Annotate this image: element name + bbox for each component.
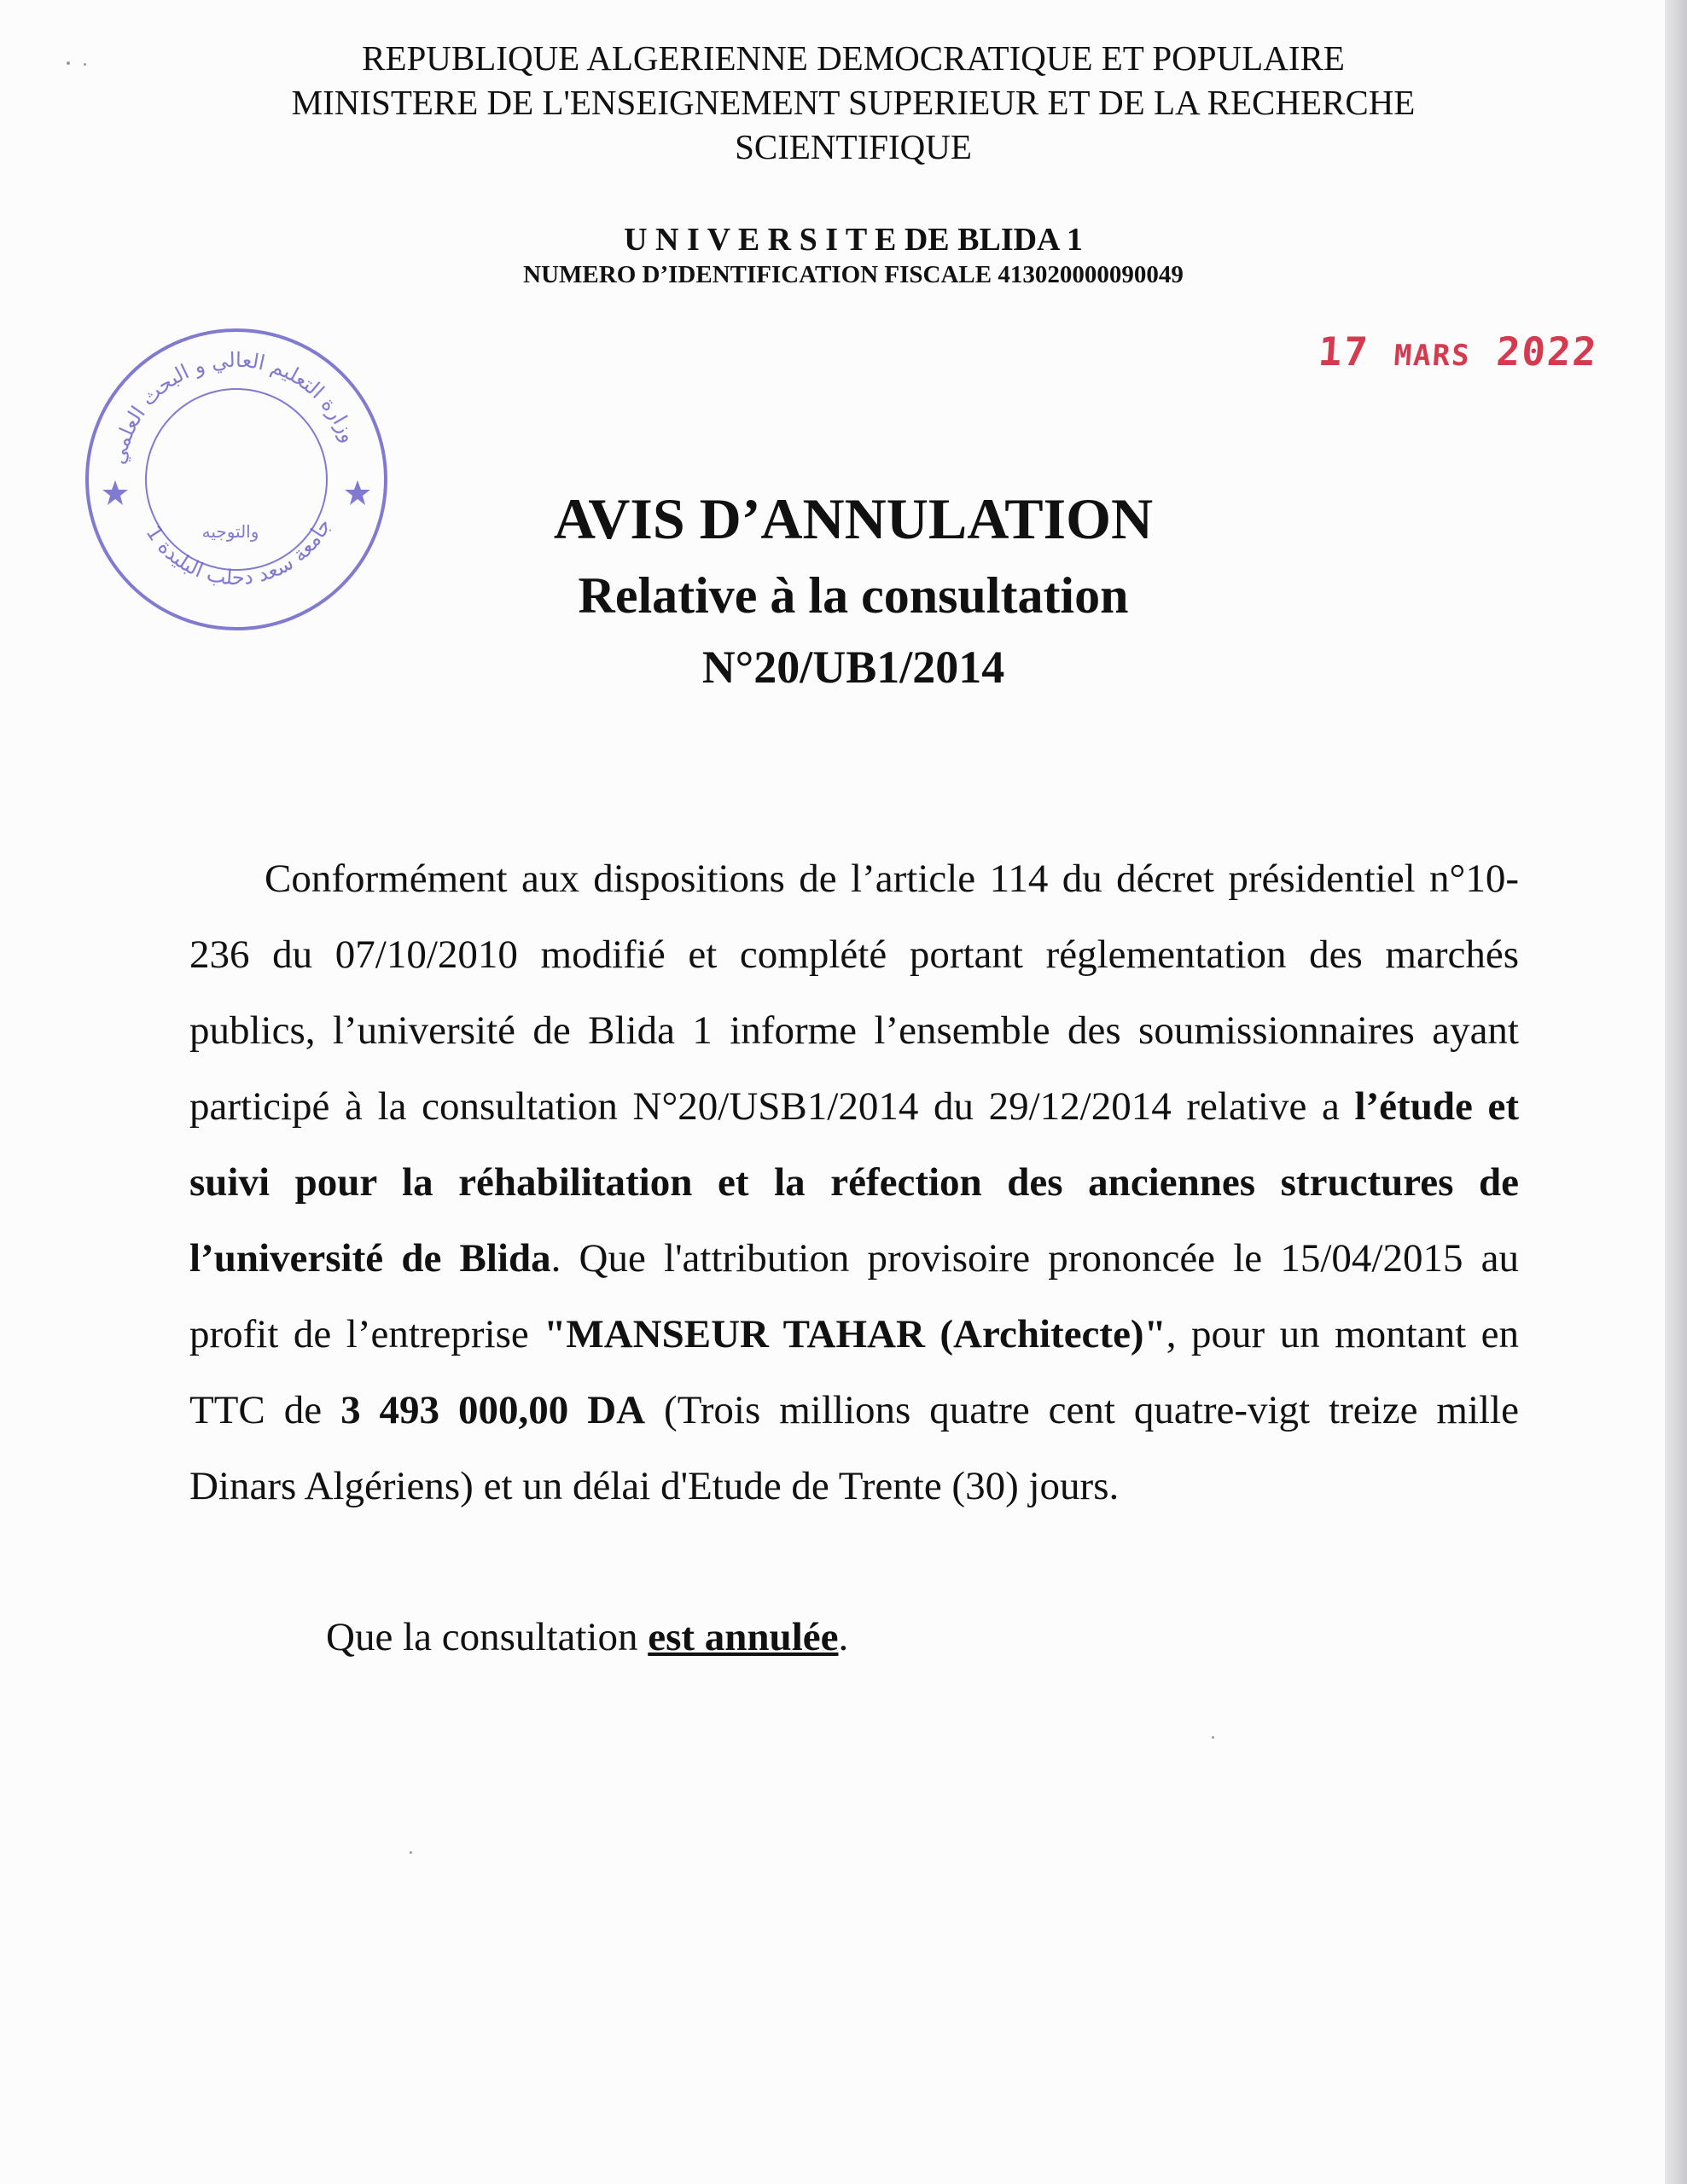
company-name: "MANSEUR TAHAR (Architecte)" <box>544 1312 1166 1356</box>
seal-star-icon <box>345 480 370 505</box>
body-text-part: . Que l'attribution provisoire prononcée le 15/04/2015 au profit de l’entreprise <box>189 1236 1519 1356</box>
stamp-year: 2022 <box>1494 328 1600 375</box>
notice-subtitle: Relative à la consultation <box>578 567 1129 624</box>
seal-text-top: وزارة التعليم العالي و البحث العلمي <box>106 347 361 467</box>
body-text-part: , pour un montant en TTC de <box>189 1312 1519 1432</box>
cancellation-statement: est annulée <box>648 1615 839 1659</box>
body-text-part: Conformément aux dispositions de l’article 114 du décret présidentiel n°10-236 du 07/10/2010 modifié et complété portant réglementation des marchés publics, l’université de Blida 1 informe l’ensemble des soumissionnaires ayant participé à la consultation N°20/USB1/2014 du 29/12/2014 relative a <box>189 857 1519 1129</box>
stamp-month: MARS <box>1393 339 1473 373</box>
header-ministry: MINISTERE DE L'ENSEIGNEMENT SUPERIEUR ET DE LA RECHERCHE <box>291 83 1416 122</box>
notice-title-block <box>427 478 1280 703</box>
seal-star-icon <box>102 480 128 505</box>
scan-speck <box>1212 1736 1214 1739</box>
official-seal-stamp <box>81 324 393 636</box>
seal-text-bottom: جامعة سعد دحلب البليدة 1 <box>141 514 336 590</box>
body-text-part: (Trois millions quatre cent quatre-vigt treize mille Dinars Algériens) et un délai d'Etude de Trente (30) jours. <box>189 1388 1519 1508</box>
conclusion-line <box>326 1600 848 1676</box>
scan-speck <box>84 63 86 66</box>
university-block <box>171 220 1536 290</box>
conclusion-suffix: . <box>838 1615 849 1659</box>
document-header <box>171 36 1536 169</box>
header-republic: REPUBLIQUE ALGERIENNE DEMOCRATIQUE ET POPULAIRE <box>362 38 1345 78</box>
notice-title: AVIS D’ANNULATION <box>553 486 1154 551</box>
scan-speck <box>67 61 70 65</box>
scan-page-edge <box>1665 0 1687 2184</box>
tax-id-number: NUMERO D’IDENTIFICATION FISCALE 413020000090049 <box>523 261 1184 288</box>
project-description: l’étude et suivi pour la réhabilitation et la réfection des anciennes structures de l’université de Blida <box>189 1084 1519 1281</box>
seal-text-inner: والتوجيه <box>201 521 259 542</box>
university-name: U N I V E R S I T E DE BLIDA 1 <box>624 222 1083 258</box>
conclusion-prefix: Que la consultation <box>326 1615 649 1659</box>
amount-ttc: 3 493 000,00 DA <box>340 1388 646 1432</box>
received-date-stamp <box>1317 328 1599 375</box>
stamp-day: 17 <box>1317 328 1371 375</box>
scan-speck <box>410 1851 412 1854</box>
notice-body <box>189 841 1519 1525</box>
consultation-number: N°20/UB1/2014 <box>701 642 1005 693</box>
header-ministry-cont: SCIENTIFIQUE <box>735 127 972 166</box>
